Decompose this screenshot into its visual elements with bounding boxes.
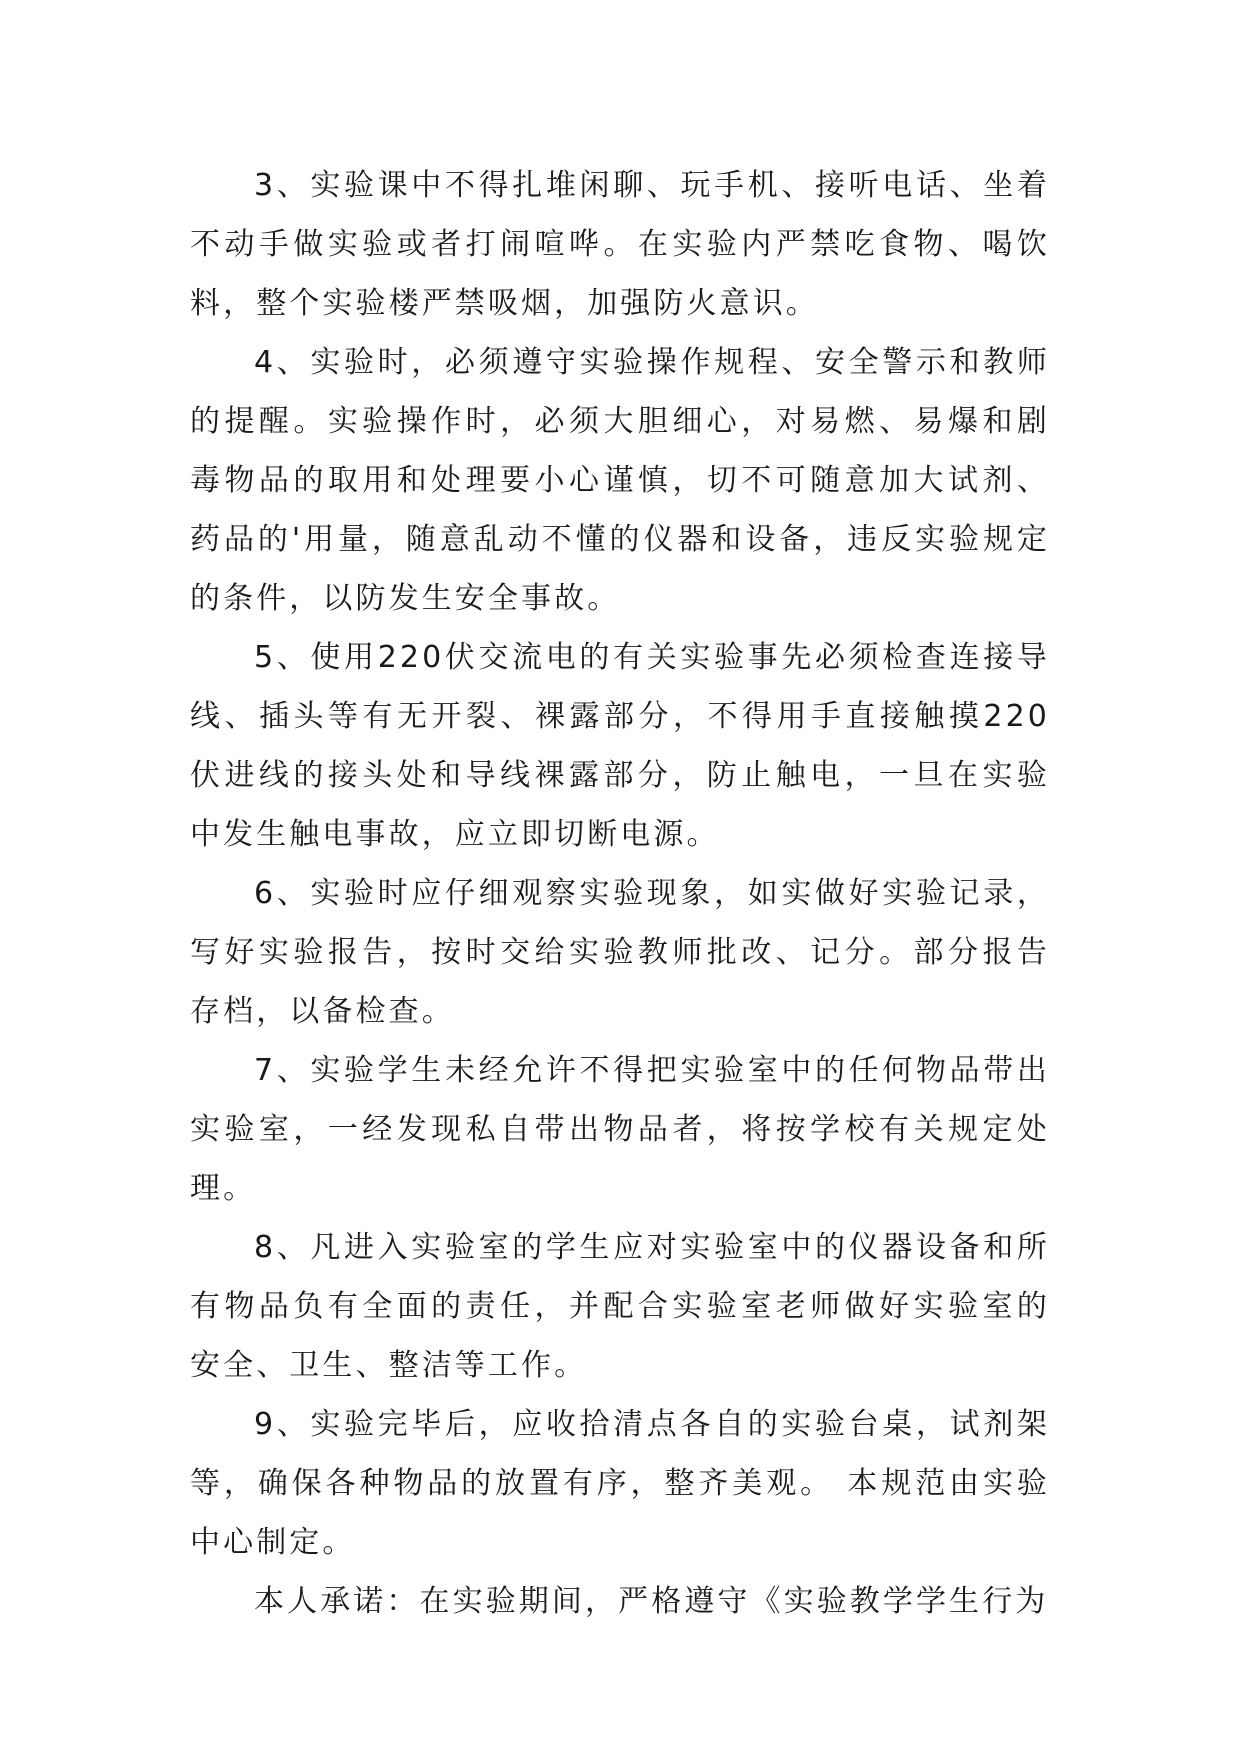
paragraph-rule-9: 9、实验完毕后，应收拾清点各自的实验台桌，试剂架等，确保各种物品的放置有序，整齐美观。 本规范由实验中心制定。	[190, 1407, 1050, 1560]
paragraph-rule-7: 7、实验学生未经允许不得把实验室中的任何物品带出实验室，一经发现私自带出物品者，将按学校有关规定处理。	[190, 1053, 1050, 1206]
paragraph-rule-3: 3、实验课中不得扎堆闲聊、玩手机、接听电话、坐着不动手做实验或者打闹喧哗。在实验内严禁吃食物、喝饮料，整个实验楼严禁吸烟，加强防火意识。	[190, 168, 1050, 321]
paragraph-pledge: 本人承诺：在实验期间，严格遵守《实验教学学生行为	[254, 1584, 1049, 1619]
paragraph-rule-6: 6、实验时应仔细观察实验现象，如实做好实验记录，写好实验报告，按时交给实验教师批改、记分。部分报告存档，以备检查。	[190, 876, 1050, 1029]
document-body	[190, 156, 1050, 1631]
paragraph-rule-8: 8、凡进入实验室的学生应对实验室中的仪器设备和所有物品负有全面的责任，并配合实验室老师做好实验室的安全、卫生、整洁等工作。	[190, 1230, 1050, 1383]
paragraph-rule-5: 5、使用220伏交流电的有关实验事先必须检查连接导线、插头等有无开裂、裸露部分，不得用手直接触摸220伏进线的接头处和导线裸露部分，防止触电，一旦在实验中发生触电事故，应立即切断电源。	[190, 640, 1050, 852]
paragraph-rule-4: 4、实验时，必须遵守实验操作规程、安全警示和教师的提醒。实验操作时，必须大胆细心，对易燃、易爆和剧毒物品的取用和处理要小心谨慎，切不可随意加大试剂、药品的'用量，随意乱动不懂的仪器和设备，违反实验规定的条件，以防发生安全事故。	[190, 345, 1050, 616]
